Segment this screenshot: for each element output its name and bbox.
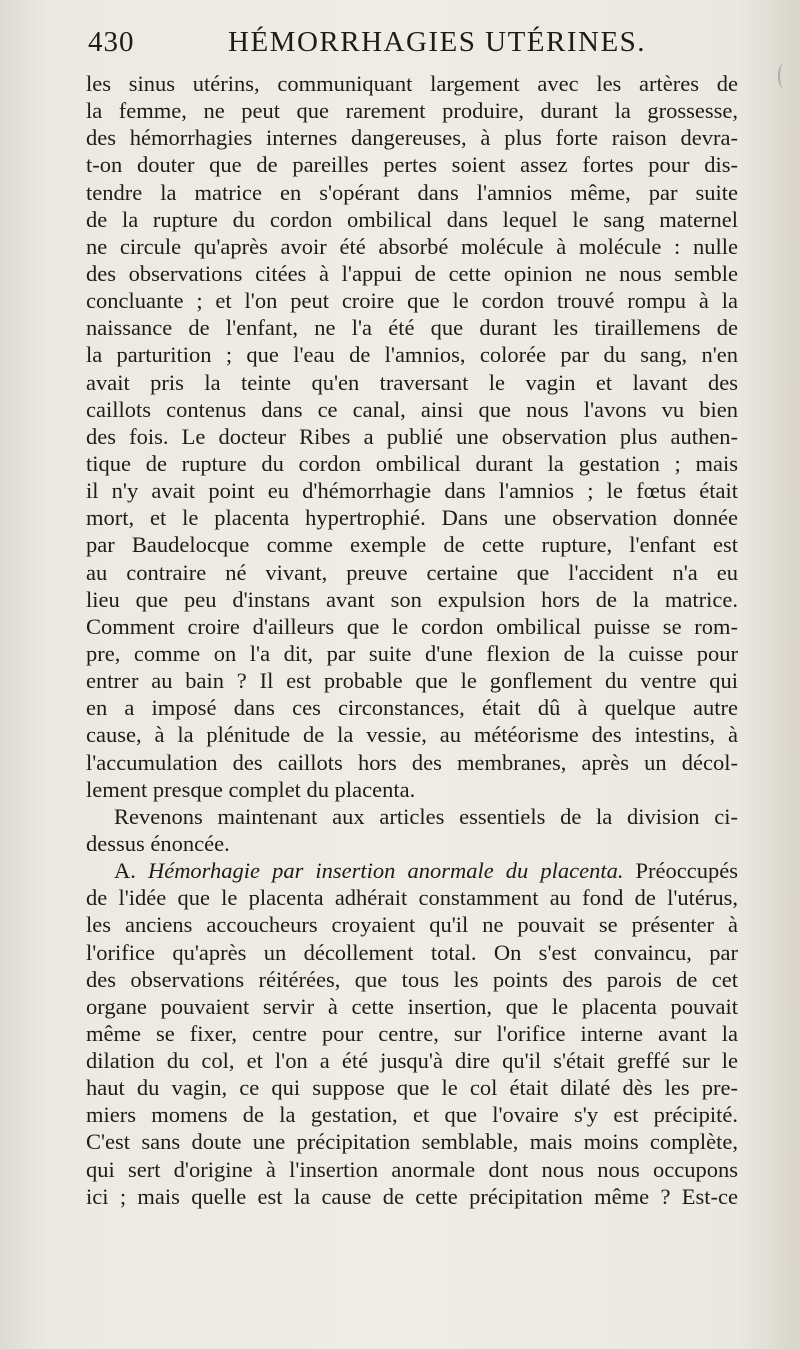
text-line: des fois. Le docteur Ribes a publié une observation plus authen- xyxy=(86,423,738,449)
text-line: lement presque complet du placenta. xyxy=(86,776,416,802)
text-line: pre, comme on l'a dit, par suite d'une flexion de la cuisse pour xyxy=(86,640,738,666)
text-line: Comment croire d'ailleurs que le cordon ombilical puisse se rom- xyxy=(86,613,738,639)
margin-mark xyxy=(778,64,788,88)
text-line: au contraire né vivant, preuve certaine que l'accident n'a eu xyxy=(86,559,738,585)
text-line: ici ; mais quelle est la cause de cette précipitation même ? Est-ce xyxy=(86,1183,738,1209)
text-line: C'est sans doute une précipitation semblable, mais moins complète, xyxy=(86,1129,738,1155)
text-line: organe pouvaient servir à cette insertion, que le placenta pouvait xyxy=(86,993,738,1019)
text-line: avait pris la teinte qu'en traversant le vagin et lavant des xyxy=(86,369,738,395)
text-line: en a imposé dans ces circonstances, était dû à quelque autre xyxy=(86,695,738,721)
text-line: les anciens accoucheurs croyaient qu'il ne pouvait se présenter à xyxy=(86,912,738,938)
text-line: concluante ; et l'on peut croire que le cordon trouvé rompu à la xyxy=(86,288,738,314)
text-line: haut du vagin, ce qui suppose que le col était dilaté dès les pre- xyxy=(86,1075,738,1101)
text-line: caillots contenus dans ce canal, ainsi que nous l'avons vu bien xyxy=(86,396,738,422)
text-line: les sinus utérins, communiquant largement avec les artères de xyxy=(86,71,738,96)
page-number: 430 xyxy=(88,26,135,58)
text-line: des observations réitérées, que tous les points des parois de cet xyxy=(86,966,738,992)
text-line: dessus énoncée. xyxy=(86,830,230,856)
section-label: A. xyxy=(114,858,136,884)
section-heading-line xyxy=(86,857,738,884)
text-line: mort, et le placenta hypertrophié. Dans une observation donnée xyxy=(86,505,738,531)
text-line: entrer au bain ? Il est probable que le gonflement du ventre qui xyxy=(86,668,738,694)
text-line: tique de rupture du cordon ombilical durant la gestation ; mais xyxy=(86,450,738,476)
text-line: même se fixer, centre pour centre, sur l'orifice interne avant la xyxy=(86,1020,738,1046)
text-line: naissance de l'enfant, ne l'a été que durant les tiraillemens de xyxy=(86,315,738,341)
text-block xyxy=(86,70,738,1210)
text-line: t-on douter que de pareilles pertes soient assez fortes pour dis- xyxy=(86,152,738,178)
text-line: miers momens de la gestation, et que l'ovaire s'y est précipité. xyxy=(86,1102,738,1128)
text-line: dilation du col, et l'on a été jusqu'à dire qu'il s'était greffé sur le xyxy=(86,1048,738,1074)
text-line: cause, à la plénitude de la vessie, au météorisme des intestins, à xyxy=(86,722,738,748)
text-line: l'orifice qu'après un décollement total. On s'est convaincu, par xyxy=(86,939,738,965)
text-line: qui sert d'origine à l'insertion anormale dont nous nous occupons xyxy=(86,1156,738,1182)
text-line: la femme, ne peut que rarement produire, durant la grossesse, xyxy=(86,98,738,124)
section-heading: Hémorhagie par insertion anormale du placenta. xyxy=(147,858,624,884)
section-heading-tail: Préoccupés xyxy=(635,858,739,884)
text-line: des observations citées à l'appui de cette opinion ne nous semble xyxy=(86,260,738,286)
text-line: Revenons maintenant aux articles essentiels de la division ci- xyxy=(114,803,738,829)
text-line: l'accumulation des caillots hors des membranes, après un décol- xyxy=(86,749,738,775)
text-line: lieu que peu d'instans avant son expulsion hors de la matrice. xyxy=(86,586,738,612)
page-header xyxy=(88,26,740,66)
text-line: ne circule qu'après avoir été absorbé molécule à molécule : nulle xyxy=(86,233,738,259)
text-line: de l'idée que le placenta adhérait constamment au fond de l'utérus, xyxy=(86,885,738,911)
text-line: de la rupture du cordon ombilical dans lequel le sang maternel xyxy=(86,206,738,232)
text-line: il n'y avait point eu d'hémorrhagie dans l'amnios ; le fœtus était xyxy=(86,478,738,504)
text-line: par Baudelocque comme exemple de cette rupture, l'enfant est xyxy=(86,532,738,558)
text-line: tendre la matrice en s'opérant dans l'amnios même, par suite xyxy=(86,179,738,205)
running-title: HÉMORRHAGIES UTÉRINES. xyxy=(228,26,647,58)
text-line: la parturition ; que l'eau de l'amnios, colorée par du sang, n'en xyxy=(86,342,738,368)
text-line: des hémorrhagies internes dangereuses, à plus forte raison devra- xyxy=(86,125,738,151)
